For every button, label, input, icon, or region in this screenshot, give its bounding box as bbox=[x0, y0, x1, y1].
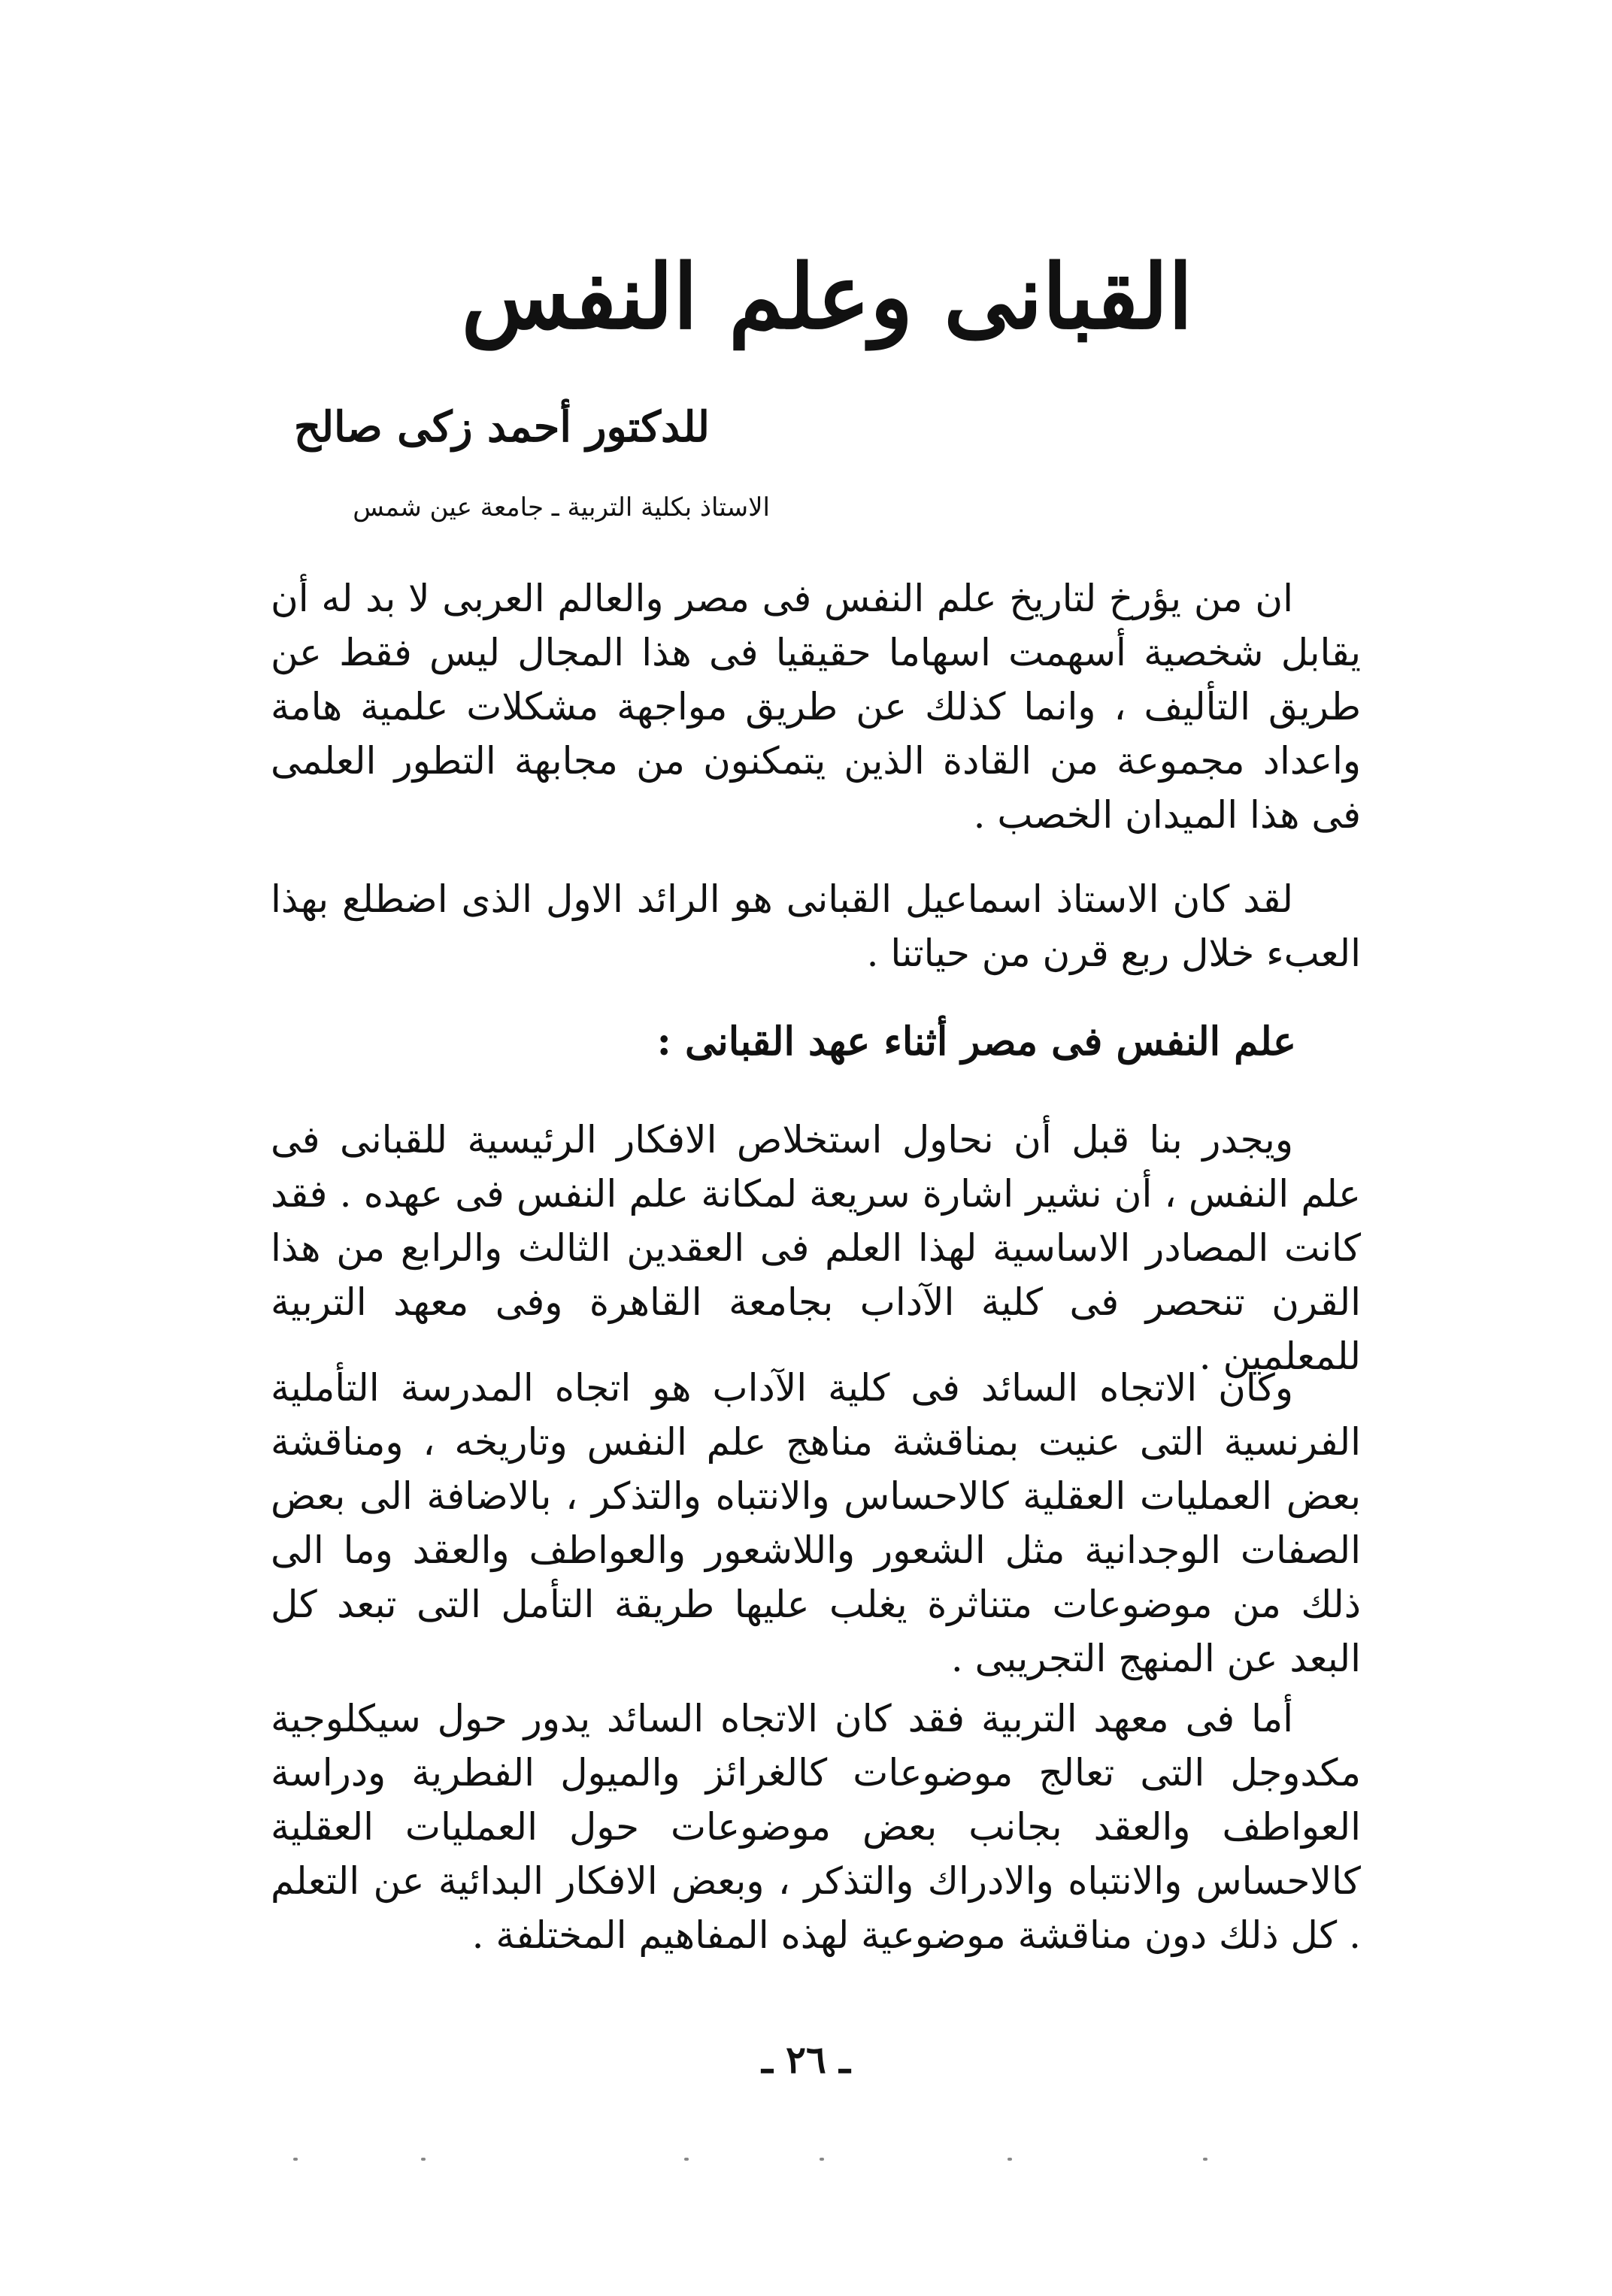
section-paragraph-block-3 bbox=[271, 1692, 1361, 1962]
scan-speck bbox=[1008, 2158, 1012, 2161]
section-paragraph-3: أما فى معهد التربية فقد كان الاتجاه السائد يدور حول سيكلوجية مكدوجل التى تعالج موضوعات كالغرائز والميول الفطرية ودراسة العواطف والعقد بجانب بعض موضوعات حول العمليات العقلية كالاحساس والانتباه والادراك والتذكر ، وبعض الافكار البدائية عن التعلم . كل ذلك دون مناقشة موضوعية لهذه المفاهيم المختلفة . bbox=[271, 1697, 1361, 1957]
scan-speck bbox=[1203, 2158, 1207, 2161]
scan-specks bbox=[293, 2158, 1346, 2165]
article-title: القبانى وعلم النفس bbox=[461, 244, 1193, 349]
intro-section bbox=[271, 571, 1361, 842]
scan-speck bbox=[293, 2158, 298, 2161]
author-affiliation: الاستاذ بكلية التربية ـ جامعة عين شمس bbox=[353, 492, 770, 523]
scan-speck bbox=[421, 2158, 426, 2161]
author-name: للدكتور أحمد زكى صالح bbox=[293, 402, 710, 452]
scan-speck bbox=[820, 2158, 824, 2161]
section-paragraph-block-2 bbox=[271, 1361, 1361, 1686]
section-heading: علم النفس فى مصر أثناء عهد القبانى : bbox=[656, 1019, 1296, 1065]
scan-speck bbox=[684, 2158, 689, 2161]
intro-paragraph-1: ان من يؤرخ لتاريخ علم النفس فى مصر والعالم العربى لا بد له أن يقابل شخصية أسهمت اسهاما حقيقيا فى هذا المجال ليس فقط عن طريق التأليف ، وانما كذلك عن طريق مواجهة مشكلات علمية هامة واعداد مجموعة من القادة الذين يتمكنون من مجابهة التطور العلمى فى هذا الميدان الخصب . bbox=[271, 577, 1361, 837]
section-paragraph-1: ويجدر بنا قبل أن نحاول استخلاص الافكار الرئيسية للقبانى فى علم النفس ، أن نشير اشارة سريعة لمكانة علم النفس فى عهده . فقد كانت المصادر الاساسية لهذا العلم فى العقدين الثالث والرابع من هذا القرن تنحصر فى كلية الآداب بجامعة القاهرة وفى معهد التربية للمعلمين . bbox=[271, 1118, 1361, 1378]
section-paragraph-2: وكان الاتجاه السائد فى كلية الآداب هو اتجاه المدرسة التأملية الفرنسية التى عنيت بمناقشة مناهج علم النفس وتاريخه ، ومناقشة بعض العمليات العقلية كالاحساس والانتباه والتذكر ، بالاضافة الى بعض الصفات الوجدانية مثل الشعور واللاشعور والعواطف والعقد وما الى ذلك من موضوعات متناثرة يغلب عليها طريقة التأمل التى تبعد كل البعد عن المنهج التجريبى . bbox=[271, 1366, 1361, 1680]
section-paragraph-block-1 bbox=[271, 1113, 1361, 1383]
intro-section-2 bbox=[271, 872, 1361, 980]
intro-paragraph-2: لقد كان الاستاذ اسماعيل القبانى هو الرائد الاول الذى اضطلع بهذا العبء خلال ربع قرن من حياتنا . bbox=[271, 877, 1361, 975]
page-number: ـ ٢٦ ـ bbox=[762, 2037, 850, 2082]
